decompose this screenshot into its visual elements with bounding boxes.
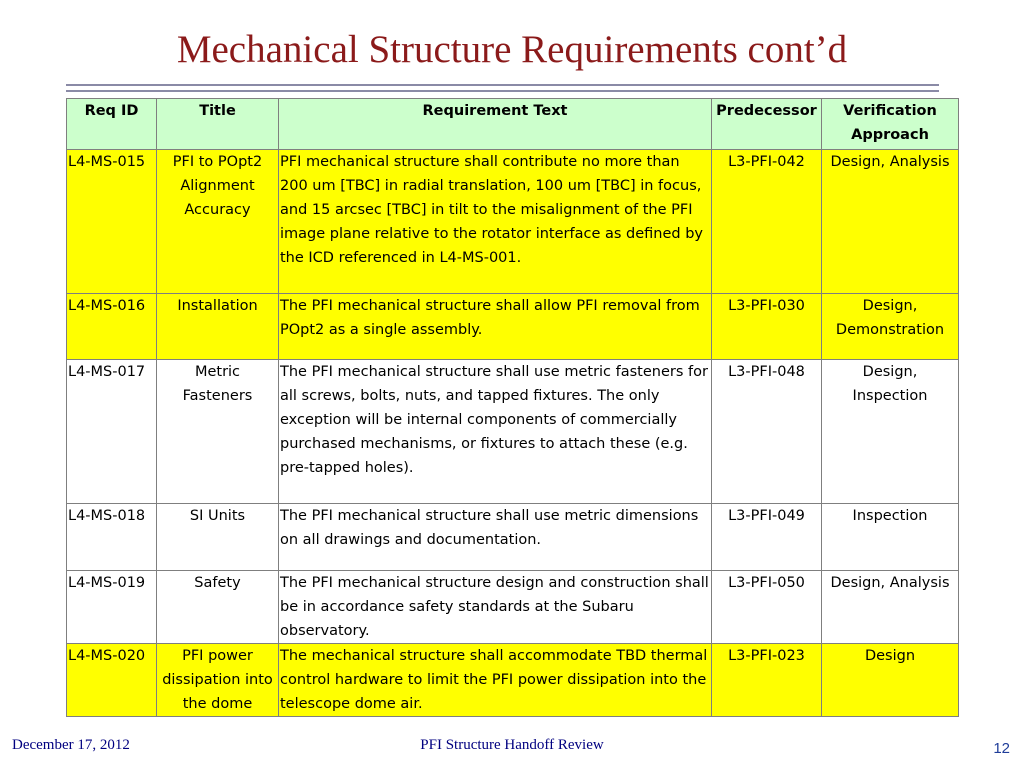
requirements-table	[66, 98, 959, 717]
req-id-cell: L4-MS-020	[67, 644, 157, 717]
req-title-cell: PFI to POpt2 Alignment Accuracy	[157, 150, 279, 294]
req-predecessor-cell: L3-PFI-023	[712, 644, 822, 717]
table-row	[67, 360, 959, 504]
header-predecessor: Predecessor	[712, 99, 822, 150]
table-row	[67, 571, 959, 644]
title-rule-bottom	[66, 90, 939, 92]
req-id-cell: L4-MS-017	[67, 360, 157, 504]
footer-title: PFI Structure Handoff Review	[420, 737, 604, 753]
req-title-cell: SI Units	[157, 504, 279, 571]
req-text-cell: The PFI mechanical structure shall allow PFI removal from POpt2 as a single assembly.	[279, 294, 712, 360]
req-verification-cell: Design, Demonstration	[822, 294, 959, 360]
title-rule-top	[66, 84, 939, 86]
table-row	[67, 150, 959, 294]
header-req-id: Req ID	[67, 99, 157, 150]
req-id-cell: L4-MS-015	[67, 150, 157, 294]
req-text-cell: The PFI mechanical structure shall use metric fasteners for all screws, bolts, nuts, and tapped fixtures. The only exception will be internal components of commercially purchased mechanisms, or fixtures to attach these (e.g. pre-tapped holes).	[279, 360, 712, 504]
req-verification-cell: Design, Analysis	[822, 150, 959, 294]
req-text-cell: The mechanical structure shall accommodate TBD thermal control hardware to limit the PFI power dissipation into the telescope dome air.	[279, 644, 712, 717]
table-row	[67, 504, 959, 571]
header-title: Title	[157, 99, 279, 150]
table-row	[67, 294, 959, 360]
req-text-cell: PFI mechanical structure shall contribute no more than 200 um [TBC] in radial translation, 100 um [TBC] in focus, and 15 arcsec [TBC] in tilt to the misalignment of the PFI image plane relative to the rotator interface as defined by the ICD referenced in L4-MS-001.	[279, 150, 712, 294]
req-predecessor-cell: L3-PFI-030	[712, 294, 822, 360]
header-verification-approach: Verification Approach	[822, 99, 959, 150]
req-title-cell: Safety	[157, 571, 279, 644]
req-text-cell: The PFI mechanical structure design and construction shall be in accordance safety standards at the Subaru observatory.	[279, 571, 712, 644]
req-verification-cell: Design, Inspection	[822, 360, 959, 504]
req-verification-cell: Inspection	[822, 504, 959, 571]
table-row	[67, 644, 959, 717]
req-id-cell: L4-MS-016	[67, 294, 157, 360]
req-verification-cell: Design	[822, 644, 959, 717]
req-verification-cell: Design, Analysis	[822, 571, 959, 644]
req-id-cell: L4-MS-019	[67, 571, 157, 644]
footer-date: December 17, 2012	[12, 737, 130, 753]
req-predecessor-cell: L3-PFI-042	[712, 150, 822, 294]
req-id-cell: L4-MS-018	[67, 504, 157, 571]
req-predecessor-cell: L3-PFI-049	[712, 504, 822, 571]
table-header-row	[67, 99, 959, 150]
req-title-cell: PFI power dissipation into the dome	[157, 644, 279, 717]
req-predecessor-cell: L3-PFI-048	[712, 360, 822, 504]
header-requirement-text: Requirement Text	[279, 99, 712, 150]
req-text-cell: The PFI mechanical structure shall use metric dimensions on all drawings and documentation.	[279, 504, 712, 571]
req-title-cell: Installation	[157, 294, 279, 360]
req-predecessor-cell: L3-PFI-050	[712, 571, 822, 644]
page-number: 12	[993, 740, 1010, 757]
slide-title: Mechanical Structure Requirements cont’d	[176, 28, 848, 71]
req-title-cell: Metric Fasteners	[157, 360, 279, 504]
